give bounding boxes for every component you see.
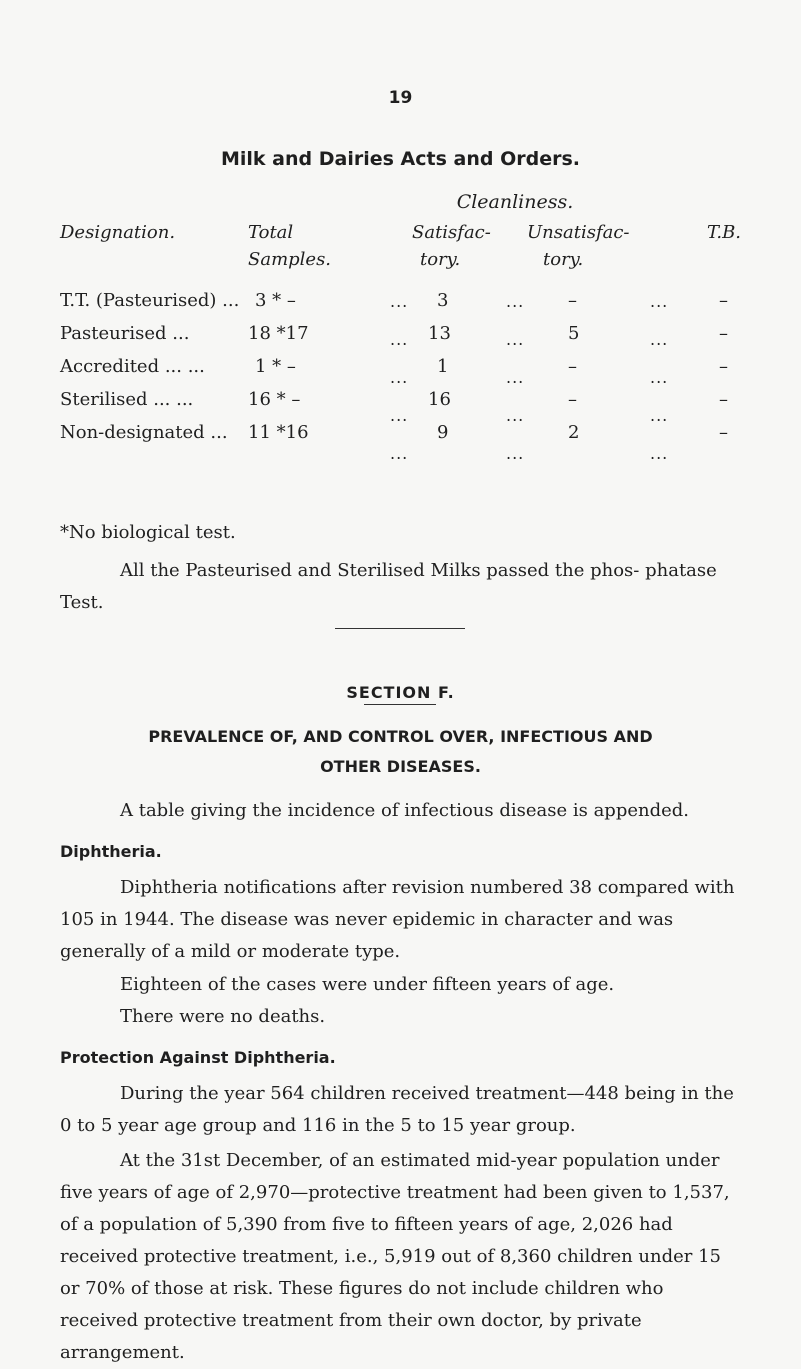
diphtheria-paragraph-3: There were no deaths.	[120, 1006, 326, 1027]
row-tb: –	[719, 323, 728, 344]
row-designation: Pasteurised ...	[60, 323, 190, 344]
col-total-line1: Total	[248, 222, 294, 243]
row-satisfactory: 1	[437, 356, 449, 377]
divider	[364, 704, 436, 705]
col-tb: T.B.	[707, 222, 742, 243]
col-unsatisfactory-line2: tory.	[543, 249, 584, 270]
section-f-intro: A table giving the incidence of infectious disease is appended.	[120, 800, 690, 821]
col-unsatisfactory-line1: Unsatisfac-	[527, 222, 630, 243]
row-total: 11 *16	[248, 422, 309, 443]
section-f-label: SECTION F.	[346, 683, 455, 702]
phosphatase-paragraph: All the Pasteurised and Sterilised Milks passed the phos- phatase Test.	[60, 560, 717, 613]
col-satisfactory	[412, 219, 491, 273]
diphtheria-heading: Diphtheria.	[60, 842, 162, 861]
col-satisfactory-line2: tory.	[420, 249, 461, 270]
protection-paragraph-1: During the year 564 children received treatment—448 being in the 0 to 5 year age group and 116 in the 5 to 15 year group.	[60, 1083, 734, 1136]
row-unsatisfactory: 5	[568, 323, 580, 344]
protection-heading: Protection Against Diphtheria.	[60, 1048, 336, 1067]
diphtheria-paragraph-2: Eighteen of the cases were under fifteen years of age.	[120, 974, 615, 995]
diphtheria-paragraph-1: Diphtheria notifications after revision numbered 38 compared with 105 in 1944. The disease was never epidemic in character and was generally of a mild or moderate type.	[60, 877, 735, 962]
row-unsatisfactory: –	[568, 356, 577, 377]
row-designation: Accredited ... ...	[60, 356, 205, 377]
col-total-line2: Samples.	[248, 249, 332, 270]
col-total	[248, 219, 331, 273]
row-designation: Non-designated ...	[60, 422, 228, 443]
row-unsatisfactory: –	[568, 389, 577, 410]
section-f-heading-line1: PREVALENCE OF, AND CONTROL OVER, INFECTIOUS AND	[148, 727, 653, 746]
row-satisfactory: 16	[428, 389, 451, 410]
row-designation: Sterilised ... ...	[60, 389, 194, 410]
protection-paragraph-2: At the 31st December, of an estimated mid-year population under five years of age of 2,970—protective treatment had been given to 1,537, of a population of 5,390 from five to fifteen years of age, 2,026 had received protective treatment, i.e., 5,919 out of 8,360 children under 15 or 70% of those at risk. These figures do not include children who received protective treatment from their own doctor, by private arrangement.	[60, 1150, 730, 1363]
row-total: 3 * –	[255, 290, 296, 311]
row-satisfactory: 9	[437, 422, 449, 443]
page-number: 19	[388, 88, 413, 108]
row-tb: –	[719, 422, 728, 443]
milk-dairies-heading: Milk and Dairies Acts and Orders.	[221, 148, 580, 170]
leader-dots: ... ... ... ... ...	[390, 292, 409, 463]
row-satisfactory: 13	[428, 323, 451, 344]
footnote: *No biological test.	[60, 522, 236, 543]
divider	[335, 628, 465, 629]
leader-dots: ... ... ... ... ...	[650, 292, 669, 463]
row-designation: T.T. (Pasteurised) ...	[60, 290, 240, 311]
row-unsatisfactory: 2	[568, 422, 580, 443]
leader-dots: ... ... ... ... ...	[506, 292, 525, 463]
col-designation: Designation.	[60, 222, 176, 243]
col-satisfactory-line1: Satisfac-	[412, 222, 491, 243]
section-f-heading-line2: OTHER DISEASES.	[320, 757, 481, 776]
row-total: 18 *17	[248, 323, 309, 344]
col-unsatisfactory	[527, 219, 630, 273]
row-total: 16 * –	[248, 389, 301, 410]
row-tb: –	[719, 356, 728, 377]
row-tb: –	[719, 389, 728, 410]
section-f-heading	[0, 722, 801, 782]
row-satisfactory: 3	[437, 290, 449, 311]
row-total: 1 * –	[255, 356, 296, 377]
cleanliness-header: Cleanliness.	[456, 191, 574, 213]
row-tb: –	[719, 290, 728, 311]
row-unsatisfactory: –	[568, 290, 577, 311]
